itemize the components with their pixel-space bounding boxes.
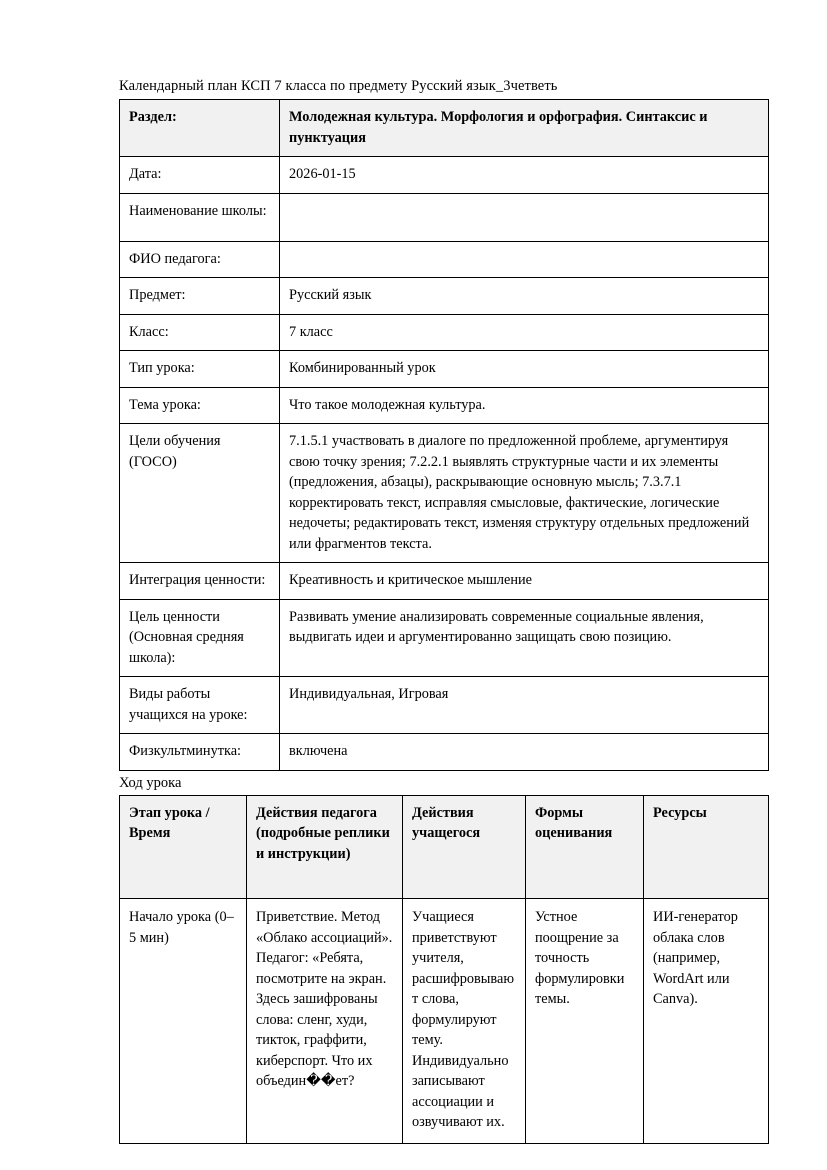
table-row	[120, 677, 769, 734]
table-row	[120, 314, 769, 351]
info-label-lesson-topic: Тема урока:	[120, 387, 280, 424]
info-label-school-name: Наименование школы:	[120, 193, 280, 241]
info-label-subject: Предмет:	[120, 278, 280, 315]
cell-assessment-forms	[526, 899, 644, 1144]
info-value-data: 2026-01-15	[280, 157, 769, 194]
table-row	[120, 899, 769, 1144]
column-header-assessment-forms: Формы оценивания	[526, 795, 644, 899]
info-label-value-goal: Цель ценности (Основная средняя школа):	[120, 599, 280, 677]
table-row	[120, 599, 769, 677]
cell-student-actions	[403, 899, 526, 1144]
cell-stage	[120, 899, 247, 1144]
section-heading-lesson-flow: Ход урока	[119, 774, 182, 791]
table-row	[120, 100, 769, 157]
lesson-info-table-body	[120, 100, 769, 771]
page-title: Календарный план КСП 7 класса по предмету Русский язык_3четветь	[119, 78, 558, 94]
info-value-lesson-type: Комбинированный урок	[280, 351, 769, 388]
info-value-value-goal: Развивать умение анализировать современные социальные явления, выдвигать идеи и аргументированно защищать свою позицию.	[280, 599, 769, 677]
lesson-info-table	[119, 99, 769, 771]
column-header-stage: Этап урока / Время	[120, 795, 247, 899]
info-value-learning-objectives: 7.1.5.1 участвовать в диалоге по предложенной проблеме, аргументируя свою точку зрения; 7.2.2.1 выявлять структурные части и их элементы (предложения, абзацы), раскрывающие основную мысль; 7.3.7.1 корректировать текст, исправляя смысловые, фактические, логические недочеты; редактировать текст, изменяя структуру отдельных предложений или фрагментов текста.	[280, 424, 769, 563]
info-value-work-types: Индивидуальная, Игровая	[280, 677, 769, 734]
info-value-grade: 7 класс	[280, 314, 769, 351]
info-value-razdel: Молодежная культура. Морфология и орфография. Синтаксис и пунктуация	[280, 100, 769, 157]
info-value-subject: Русский язык	[280, 278, 769, 315]
lesson-flow-table	[119, 795, 769, 1144]
lesson-flow-table-body	[120, 899, 769, 1144]
info-value-school-name	[280, 193, 769, 241]
column-header-resources: Ресурсы	[644, 795, 769, 899]
cell-teacher-actions	[247, 899, 403, 1144]
info-value-teacher-name	[280, 241, 769, 278]
info-value-physical-break: включена	[280, 734, 769, 771]
cell-assessment-forms-text: Устное поощрение за точность формулировки темы.	[535, 909, 628, 1007]
info-label-value-integration: Интеграция ценности:	[120, 563, 280, 600]
table-row	[120, 193, 769, 241]
info-value-lesson-topic: Что такое молодежная культура.	[280, 387, 769, 424]
cell-teacher-actions-text: Приветствие. Метод «Облако ассоциаций». Педагог: «Ребята, посмотрите на экран. Здесь зашифрованы слова: сленг, худи, тикток, граффити, киберспорт. Что их объедин��ет?	[256, 909, 396, 1089]
info-label-razdel: Раздел:	[120, 100, 280, 157]
lesson-flow-table-head	[120, 795, 769, 899]
info-value-value-integration: Креативность и критическое мышление	[280, 563, 769, 600]
table-header-row	[120, 795, 769, 899]
info-label-lesson-type: Тип урока:	[120, 351, 280, 388]
table-row	[120, 157, 769, 194]
info-label-grade: Класс:	[120, 314, 280, 351]
table-row	[120, 387, 769, 424]
column-header-teacher-actions: Действия педагога (подробные реплики и инструкции)	[247, 795, 403, 899]
table-row	[120, 351, 769, 388]
info-label-data: Дата:	[120, 157, 280, 194]
info-label-physical-break: Физкультминутка:	[120, 734, 280, 771]
table-row	[120, 424, 769, 563]
info-label-work-types: Виды работы учащихся на уроке:	[120, 677, 280, 734]
info-label-teacher-name: ФИО педагога:	[120, 241, 280, 278]
table-row	[120, 563, 769, 600]
table-row	[120, 241, 769, 278]
cell-resources	[644, 899, 769, 1144]
column-header-student-actions: Действия учащегося	[403, 795, 526, 899]
table-row	[120, 734, 769, 771]
table-row	[120, 278, 769, 315]
cell-resources-text: ИИ-генератор облака слов (например, WordArt или Canva).	[653, 909, 742, 1007]
cell-student-actions-text: Учащиеся приветствуют учителя, расшифровывают слова, формулируют тему. Индивидуально записывают ассоциации и озвучивают их.	[412, 909, 515, 1130]
info-label-learning-objectives: Цели обучения (ГОСО)	[120, 424, 280, 563]
cell-stage-text: Начало урока (0–5 мин)	[129, 909, 234, 946]
